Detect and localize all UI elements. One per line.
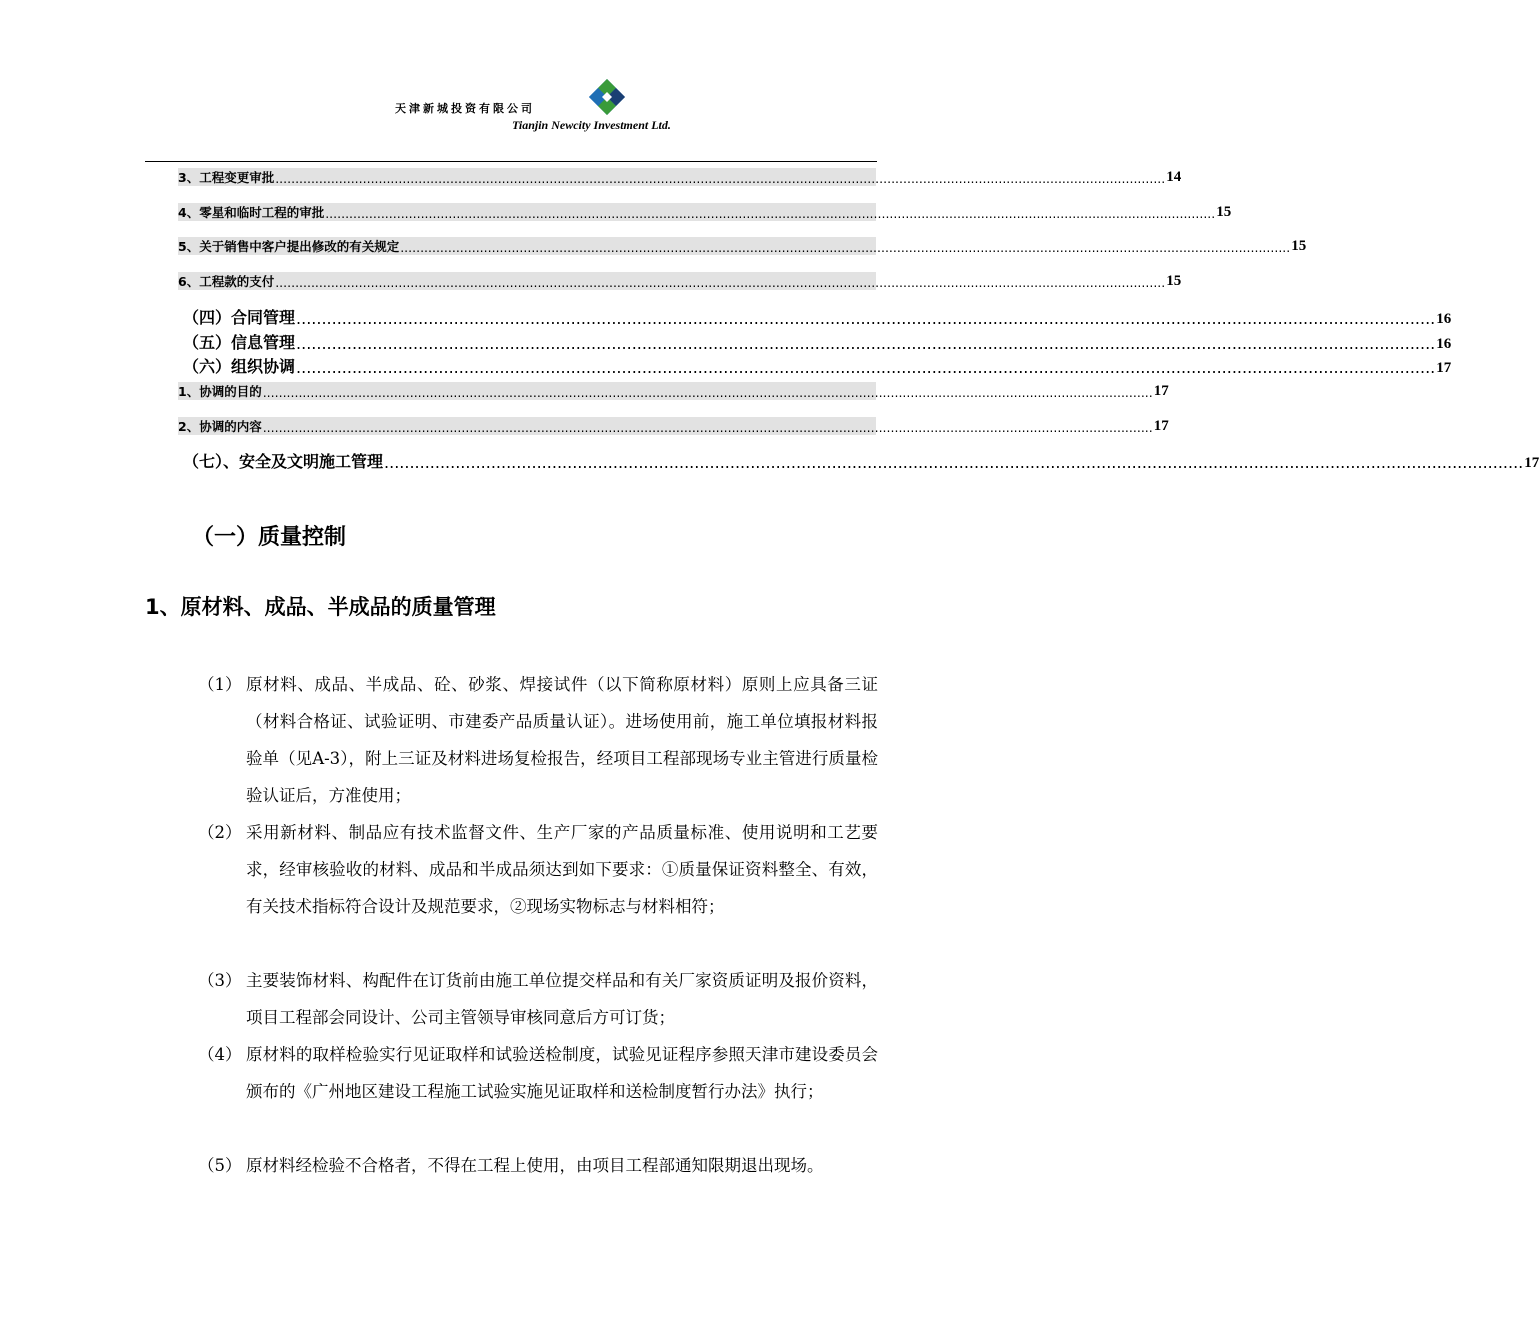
toc-entry-page: 17 [1153,418,1169,434]
toc-leader-dots: ................................................................................................................................................................................................................................ [275,275,1166,290]
toc-entry-label: （四）合同管理 [183,308,296,327]
header-divider [145,161,877,162]
paragraph-number: （5） [198,1156,242,1175]
toc-entry-label: 1、协调的目的 [178,384,262,399]
toc-entry-page: 17 [1436,360,1452,376]
toc-entry[interactable] [178,203,1232,221]
toc-entry-label: 2、协调的内容 [178,419,262,434]
company-name-cn: 天津新城投资有限公司 [395,102,535,115]
paragraph-number: （2） [198,823,242,842]
toc-leader-dots: ................................................................................................................................................................................................................................ [296,358,1436,377]
paragraph-text: 原材料、成品、半成品、砼、砂浆、焊接试件（以下简称原材料）原则上应具备三证（材料合格证、试验证明、市建委产品质量认证）。进场使用前，施工单位填报材料报验单（见A-3），附上三证及材料进场复检报告，经项目工程部现场专业主管进行质量检验认证后，方准使用； [246,675,878,805]
toc-leader-dots: ................................................................................................................................................................................................................................ [325,206,1216,221]
toc-entry-page: 15 [1291,238,1307,254]
section-title: （一）质量控制 [192,525,347,550]
toc-leader-dots: ................................................................................................................................................................................................................................ [400,240,1291,255]
toc-entry-page: 15 [1166,273,1182,289]
toc-entry-label: 6、工程款的支付 [178,274,275,289]
toc-leader-dots: ................................................................................................................................................................................................................................ [262,420,1153,435]
toc-entry[interactable] [183,306,1452,328]
toc-entry[interactable] [178,382,1169,400]
toc-entry[interactable] [178,417,1169,435]
toc-entry-page: 16 [1436,336,1452,352]
toc-entry-page: 15 [1216,204,1232,220]
company-logo [588,78,626,116]
toc-leader-dots: ................................................................................................................................................................................................................................ [296,309,1436,328]
toc-entry-label: （七）、安全及文明施工管理 [183,452,384,471]
paragraph [198,962,878,1036]
paragraph-number: （3） [198,971,242,990]
toc-entry-label: （五）信息管理 [183,333,296,352]
paragraph-text: 主要装饰材料、构配件在订货前由施工单位提交样品和有关厂家资质证明及报价资料，项目工程部会同设计、公司主管领导审核同意后方可订货； [246,971,878,1027]
paragraph-text: 采用新材料、制品应有技术监督文件、生产厂家的产品质量标准、使用说明和工艺要求，经审核验收的材料、成品和半成品须达到如下要求：①质量保证资料整全、有效，有关技术指标符合设计及规范要求，②现场实物标志与材料相符； [246,823,878,916]
company-name-en: Tianjin Newcity Investment Ltd. [512,118,671,132]
toc-entry-page: 17 [1524,455,1539,471]
toc-entry-label: （六）组织协调 [183,357,296,376]
toc-entry-page: 16 [1436,311,1452,327]
toc-entry[interactable] [183,355,1452,377]
page-header [0,0,950,165]
toc-entry[interactable] [178,237,1307,255]
toc-entry-page: 14 [1166,169,1182,185]
subsection-title: 1、原材料、成品、半成品的质量管理 [145,595,496,619]
toc-leader-dots: ................................................................................................................................................................................................................................ [275,171,1166,186]
toc-entry[interactable] [178,168,1182,186]
toc-entry[interactable] [183,450,1539,472]
toc-entry-label: 4、零星和临时工程的审批 [178,205,325,220]
toc-leader-dots: ................................................................................................................................................................................................................................ [296,334,1436,353]
paragraph [198,666,878,814]
toc-entry[interactable] [183,331,1452,353]
paragraph [198,1036,878,1110]
paragraph-text: 原材料的取样检验实行见证取样和试验送检制度，试验见证程序参照天津市建设委员会颁布的《广州地区建设工程施工试验实施见证取样和送检制度暂行办法》执行； [246,1045,878,1101]
paragraph-text: 原材料经检验不合格者，不得在工程上使用，由项目工程部通知限期退出现场。 [246,1156,824,1175]
paragraph [198,814,878,925]
toc-entry-label: 3、工程变更审批 [178,170,275,185]
paragraph [198,1147,878,1184]
toc-leader-dots: ................................................................................................................................................................................................................................ [262,385,1153,400]
toc-entry-page: 17 [1153,383,1169,399]
paragraph-number: （1） [198,675,242,694]
toc-leader-dots: ................................................................................................................................................................................................................................ [384,453,1524,472]
toc-entry-label: 5、关于销售中客户提出修改的有关规定 [178,239,400,254]
toc-entry[interactable] [178,272,1182,290]
paragraph-number: （4） [198,1045,242,1064]
